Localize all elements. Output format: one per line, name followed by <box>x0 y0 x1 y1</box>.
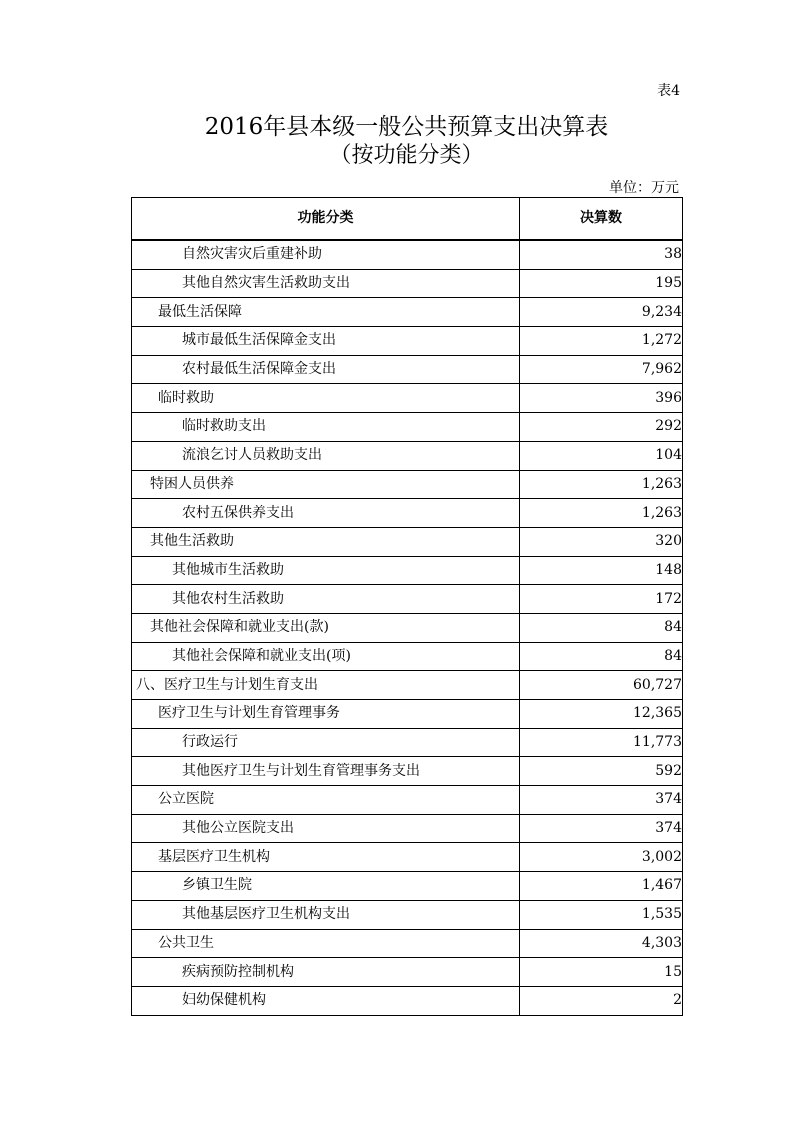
row-category: 其他农村生活救助 <box>132 585 520 614</box>
table-row <box>132 556 683 585</box>
row-category: 城市最低生活保障金支出 <box>132 327 520 356</box>
row-amount: 1,467 <box>520 872 683 901</box>
table-row <box>132 757 683 786</box>
row-amount: 195 <box>520 269 683 298</box>
row-amount: 1,535 <box>520 900 683 929</box>
page-subtitle: （按功能分类） <box>329 143 484 168</box>
budget-table <box>131 197 683 1016</box>
table-row <box>132 327 683 356</box>
row-category: 医疗卫生与计划生育管理事务 <box>132 700 520 729</box>
row-amount: 1,263 <box>520 470 683 499</box>
row-category: 妇幼保健机构 <box>132 986 520 1015</box>
row-category: 农村最低生活保障金支出 <box>132 355 520 384</box>
row-category: 八、医疗卫生与计划生育支出 <box>132 671 520 700</box>
table-row <box>132 240 683 269</box>
table-row <box>132 585 683 614</box>
row-category: 农村五保供养支出 <box>132 499 520 528</box>
row-amount: 592 <box>520 757 683 786</box>
row-category: 其他城市生活救助 <box>132 556 520 585</box>
row-category: 公立医院 <box>132 786 520 815</box>
row-amount: 104 <box>520 441 683 470</box>
row-amount: 38 <box>520 240 683 269</box>
row-category: 疾病预防控制机构 <box>132 958 520 987</box>
header-category: 功能分类 <box>132 198 520 241</box>
table-row <box>132 986 683 1015</box>
table-row <box>132 499 683 528</box>
table-row <box>132 843 683 872</box>
row-amount: 84 <box>520 642 683 671</box>
table-row <box>132 269 683 298</box>
row-category: 其他基层医疗卫生机构支出 <box>132 900 520 929</box>
row-amount: 9,234 <box>520 298 683 327</box>
row-category: 流浪乞讨人员救助支出 <box>132 441 520 470</box>
table-row <box>132 929 683 958</box>
row-amount: 172 <box>520 585 683 614</box>
unit-label: 单位：万元 <box>609 180 679 196</box>
table-row <box>132 728 683 757</box>
row-category: 其他自然灾害生活救助支出 <box>132 269 520 298</box>
row-category: 自然灾害灾后重建补助 <box>132 240 520 269</box>
table-row <box>132 814 683 843</box>
row-category: 乡镇卫生院 <box>132 872 520 901</box>
row-amount: 1,272 <box>520 327 683 356</box>
table-row <box>132 872 683 901</box>
row-amount: 1,263 <box>520 499 683 528</box>
row-category: 其他社会保障和就业支出(款) <box>132 613 520 642</box>
table-row <box>132 900 683 929</box>
row-amount: 7,962 <box>520 355 683 384</box>
header-amount: 决算数 <box>520 198 683 241</box>
table-row <box>132 441 683 470</box>
row-amount: 4,303 <box>520 929 683 958</box>
row-amount: 396 <box>520 384 683 413</box>
row-category: 基层医疗卫生机构 <box>132 843 520 872</box>
table-number: 表4 <box>657 83 680 99</box>
row-category: 其他社会保障和就业支出(项) <box>132 642 520 671</box>
row-category: 临时救助 <box>132 384 520 413</box>
table-row <box>132 470 683 499</box>
row-amount: 292 <box>520 413 683 442</box>
row-amount: 320 <box>520 527 683 556</box>
row-amount: 374 <box>520 814 683 843</box>
row-amount: 148 <box>520 556 683 585</box>
row-amount: 3,002 <box>520 843 683 872</box>
row-category: 其他生活救助 <box>132 527 520 556</box>
table-row <box>132 613 683 642</box>
row-amount: 11,773 <box>520 728 683 757</box>
table-row <box>132 298 683 327</box>
table-row <box>132 413 683 442</box>
table-row <box>132 642 683 671</box>
table-row <box>132 527 683 556</box>
table-row <box>132 355 683 384</box>
row-category: 特困人员供养 <box>132 470 520 499</box>
row-category: 公共卫生 <box>132 929 520 958</box>
row-category: 其他公立医院支出 <box>132 814 520 843</box>
table-row <box>132 671 683 700</box>
row-amount: 84 <box>520 613 683 642</box>
table-row <box>132 958 683 987</box>
page-title: 2016年县本级一般公共预算支出决算表 <box>204 114 609 140</box>
row-category: 临时救助支出 <box>132 413 520 442</box>
row-amount: 2 <box>520 986 683 1015</box>
row-amount: 60,727 <box>520 671 683 700</box>
table-row <box>132 384 683 413</box>
row-amount: 374 <box>520 786 683 815</box>
row-category: 行政运行 <box>132 728 520 757</box>
table-row <box>132 700 683 729</box>
row-amount: 15 <box>520 958 683 987</box>
table-row <box>132 786 683 815</box>
row-amount: 12,365 <box>520 700 683 729</box>
table-header-row <box>132 198 683 241</box>
row-category: 其他医疗卫生与计划生育管理事务支出 <box>132 757 520 786</box>
row-category: 最低生活保障 <box>132 298 520 327</box>
